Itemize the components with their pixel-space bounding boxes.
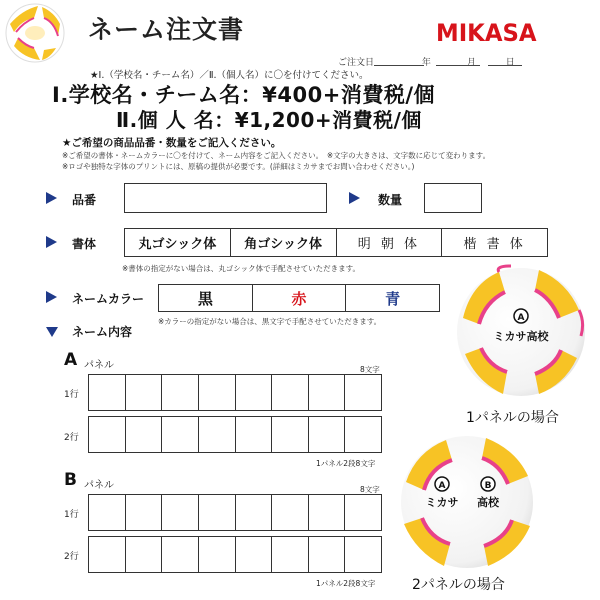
- char-cell[interactable]: [309, 417, 346, 452]
- ball-example-2-panel: [396, 432, 538, 572]
- ball1-name-text: ミカサ高校: [493, 330, 549, 343]
- order-date-month-field[interactable]: [436, 65, 480, 66]
- right-triangle-marker-icon: [46, 236, 57, 248]
- char-cell[interactable]: [89, 495, 126, 530]
- char-cell[interactable]: [199, 417, 236, 452]
- color-options: [158, 284, 440, 312]
- font-options: [124, 228, 548, 257]
- right-triangle-marker-icon: [46, 291, 57, 303]
- char-cell[interactable]: [199, 495, 236, 530]
- right-triangle-marker-icon: [46, 192, 57, 204]
- price-personal-name[interactable]: Ⅱ.個 人 名：¥1,200+消費税/個: [116, 108, 422, 132]
- order-date-year-field[interactable]: [374, 65, 424, 66]
- ball2-badge-a: A: [438, 481, 446, 491]
- char-cell[interactable]: [272, 375, 309, 410]
- price-team-name[interactable]: Ⅰ.学校名・チーム名：¥400+消費税/個: [52, 83, 436, 107]
- panel-a-row2-label: 2行: [64, 433, 79, 443]
- char-cell[interactable]: [345, 417, 381, 452]
- panel-b-row1-grid[interactable]: [88, 494, 382, 531]
- char-cell[interactable]: [345, 537, 381, 572]
- color-option-blue[interactable]: 青: [385, 289, 401, 308]
- char-cell[interactable]: [126, 537, 163, 572]
- ball-example-2-caption: 2パネルの場合: [412, 577, 505, 593]
- panel-b-row2-label: 2行: [64, 552, 79, 562]
- font-option-mincho[interactable]: 明 朝 体: [337, 229, 443, 256]
- color-option-black[interactable]: 黒: [159, 285, 253, 311]
- panel-b-char-limit: 8文字: [360, 485, 380, 494]
- panel-a-row1-grid[interactable]: [88, 374, 382, 411]
- char-cell[interactable]: [309, 375, 346, 410]
- char-cell[interactable]: [199, 375, 236, 410]
- quantity-label: 数量: [378, 193, 403, 207]
- color-option-red[interactable]: 赤: [253, 285, 347, 311]
- panel-a-label: パネル: [84, 360, 114, 371]
- page-title: ネーム注文書: [88, 15, 245, 44]
- order-date-day-field[interactable]: [488, 65, 522, 66]
- panel-b-label: パネル: [84, 480, 114, 491]
- ball2-badge-b: B: [484, 481, 492, 491]
- ball2-text-a: ミカサ: [425, 496, 459, 509]
- panel-a-row2-grid[interactable]: [88, 416, 382, 453]
- order-date-label: ご注文日 年 月 日: [338, 58, 515, 68]
- char-cell[interactable]: [236, 495, 273, 530]
- panel-b-letter: B: [64, 470, 77, 490]
- char-cell[interactable]: [236, 417, 273, 452]
- char-cell[interactable]: [162, 417, 199, 452]
- char-cell[interactable]: [309, 537, 346, 572]
- panel-a-footer: 1パネル2段8文字: [316, 459, 376, 468]
- product-number-field[interactable]: [124, 183, 327, 213]
- char-cell[interactable]: [162, 495, 199, 530]
- panel-a-letter: A: [64, 350, 78, 370]
- char-cell[interactable]: [272, 495, 309, 530]
- ball2-text-b: 高校: [477, 496, 499, 509]
- char-cell[interactable]: [126, 495, 163, 530]
- panel-b-row1-label: 1行: [64, 510, 79, 520]
- char-cell[interactable]: [89, 375, 126, 410]
- panel-b-footer: 1パネル2段8文字: [316, 579, 376, 588]
- char-cell[interactable]: [89, 417, 126, 452]
- char-cell[interactable]: [162, 537, 199, 572]
- notes-heading: ★ご希望の商品品番・数量をご記入ください。: [62, 137, 282, 149]
- note-line: ※ご希望の書体・ネームカラーに〇を付けて、ネーム内容をご記入ください。 ※文字の大きさは、文字数に応じて変わります。: [62, 151, 491, 160]
- char-cell[interactable]: [345, 375, 381, 410]
- char-cell[interactable]: [236, 375, 273, 410]
- ball-example-1-panel: [455, 262, 587, 402]
- ball-logo-icon: [4, 2, 66, 64]
- instruction-text: ★Ⅰ.（学校名・チーム名）／Ⅱ.（個人名）に〇を付けてください。: [90, 70, 369, 81]
- char-cell[interactable]: [345, 495, 381, 530]
- font-label: 書体: [72, 237, 97, 251]
- panel-a-row1-label: 1行: [64, 390, 79, 400]
- note-line: ※ロゴや独特な字体のプリントには、原稿の提供が必要です。(詳細はミカサまでお問い合わせください。): [62, 162, 415, 171]
- char-cell[interactable]: [126, 417, 163, 452]
- font-option-kaku-gothic[interactable]: 角ゴシック体: [231, 229, 337, 256]
- product-number-label: 品番: [72, 193, 97, 207]
- panel-b-row2-grid[interactable]: [88, 536, 382, 573]
- right-triangle-marker-icon: [349, 192, 360, 204]
- name-content-label: ネーム内容: [72, 325, 133, 339]
- char-cell[interactable]: [272, 417, 309, 452]
- char-cell[interactable]: [236, 537, 273, 572]
- font-note: ※書体の指定がない場合は、丸ゴシック体で手配させていただきます。: [122, 264, 361, 273]
- brand-logo: MIKASA: [436, 19, 537, 47]
- panel-a-char-limit: 8文字: [360, 365, 380, 374]
- font-option-maru-gothic[interactable]: 丸ゴシック体: [125, 229, 231, 256]
- char-cell[interactable]: [162, 375, 199, 410]
- char-cell[interactable]: [272, 537, 309, 572]
- font-option-kaisho[interactable]: 楷 書 体: [463, 237, 526, 252]
- color-note: ※カラーの指定がない場合は、黒文字で手配させていただきます。: [158, 317, 382, 326]
- char-cell[interactable]: [309, 495, 346, 530]
- ball-example-1-caption: 1パネルの場合: [466, 410, 559, 426]
- down-triangle-marker-icon: [46, 327, 58, 337]
- ball1-badge: A: [517, 313, 525, 323]
- char-cell[interactable]: [89, 537, 126, 572]
- char-cell[interactable]: [126, 375, 163, 410]
- name-color-label: ネームカラー: [72, 292, 145, 306]
- quantity-field[interactable]: [424, 183, 482, 213]
- char-cell[interactable]: [199, 537, 236, 572]
